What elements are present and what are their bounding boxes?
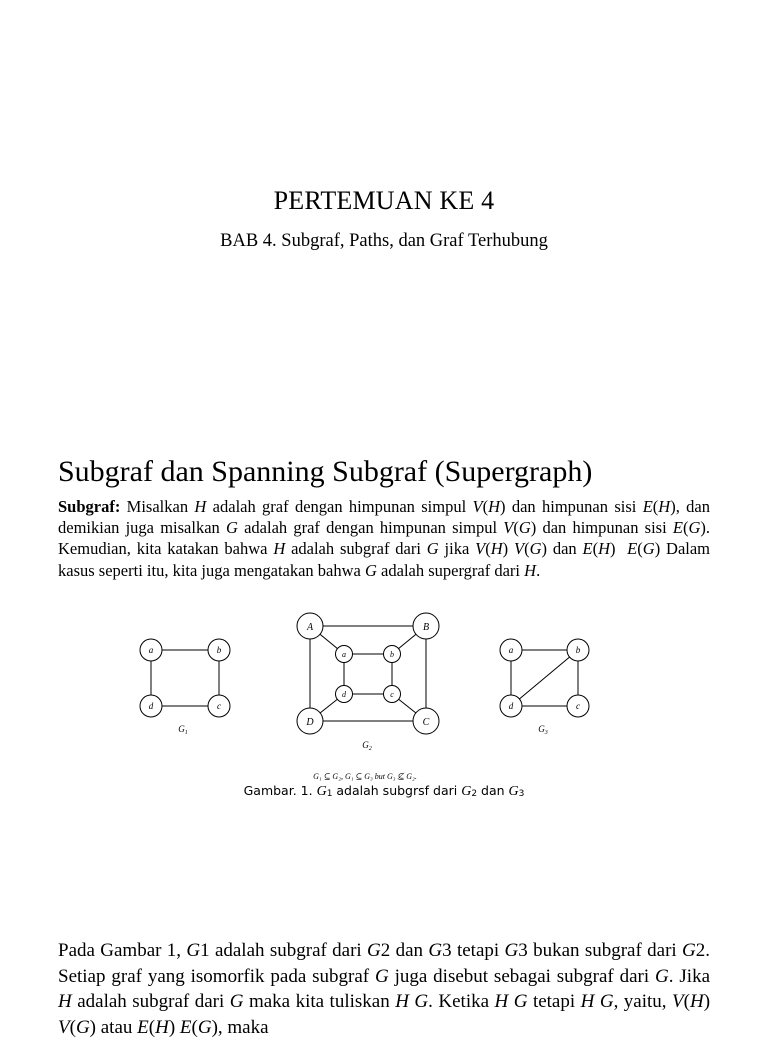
g2-graph-label: $G_2$ xyxy=(362,740,372,752)
definition-paragraph: Subgraf: Misalkan H adalah graf dengan himpunan simpul V(H) dan himpunan sisi E(H), dan demikian juga misalkan G adalah graf dengan himpunan simpul V(G) dan himpunan sisi E(G). Kemudian, kita katakan bahwa H adalah subgraf dari G jika V(H) V(G) dan E(H) E(G) Dalam kasus seperti itu, kita juga mengatakan bahwa G adalah supergraf dari H. xyxy=(58,497,711,580)
figure-caption: Gambar. 1. G1 adalah subgrsf dari G2 dan G3 xyxy=(243,783,525,799)
g3-node-label: a xyxy=(508,645,514,655)
chapter-subtitle: BAB 4. Subgraf, Paths, dan Graf Terhubung xyxy=(220,231,548,251)
g2-node-label: a xyxy=(342,650,346,659)
page-title: PERTEMUAN KE 4 xyxy=(273,186,495,215)
g1-node-label: a xyxy=(148,645,154,655)
g2-node-label: b xyxy=(390,650,394,659)
g3-node-label: d xyxy=(508,701,514,711)
section-heading: Subgraf dan Spanning Subgraf (Supergraph) xyxy=(58,455,593,488)
g1-node-label: b xyxy=(216,645,222,655)
g2-node-label: D xyxy=(306,717,314,728)
g1-node-label: d xyxy=(148,701,154,711)
body-paragraph: Pada Gambar 1, G1 adalah subgraf dari G2 dan G3 tetapi G3 bukan subgraf dari G2. Setiap graf yang isomorfik pada subgraf G juga disebut sebagai subgraf dari G. Jika H adalah subgraf dari G maka kita tuliskan H G. Ketika H G tetapi H G, yaitu, V(H) V(G) atau E(H) E(G), maka xyxy=(58,940,711,1038)
g2-node-label: B xyxy=(422,622,430,633)
graph-relation: G₁ ⊆ G₂, G₁ ⊆ G₃ but G₃ ⊈ G₂. xyxy=(313,772,417,781)
g2-node-label: A xyxy=(306,622,314,633)
g2-node-label: C xyxy=(422,717,430,728)
g2-node-label: d xyxy=(342,690,346,699)
g1-node-label: c xyxy=(217,701,221,711)
graph-figure xyxy=(120,608,620,788)
g1-graph-label: $G_1$ xyxy=(178,724,188,736)
g3-node-label: b xyxy=(575,645,581,655)
definition-term: Subgraf: xyxy=(58,497,121,516)
g3-node-label: c xyxy=(576,701,580,711)
g3-graph-label: $G_3$ xyxy=(538,724,548,736)
g2-node-label: c xyxy=(390,690,394,699)
g3-edge xyxy=(511,650,578,706)
